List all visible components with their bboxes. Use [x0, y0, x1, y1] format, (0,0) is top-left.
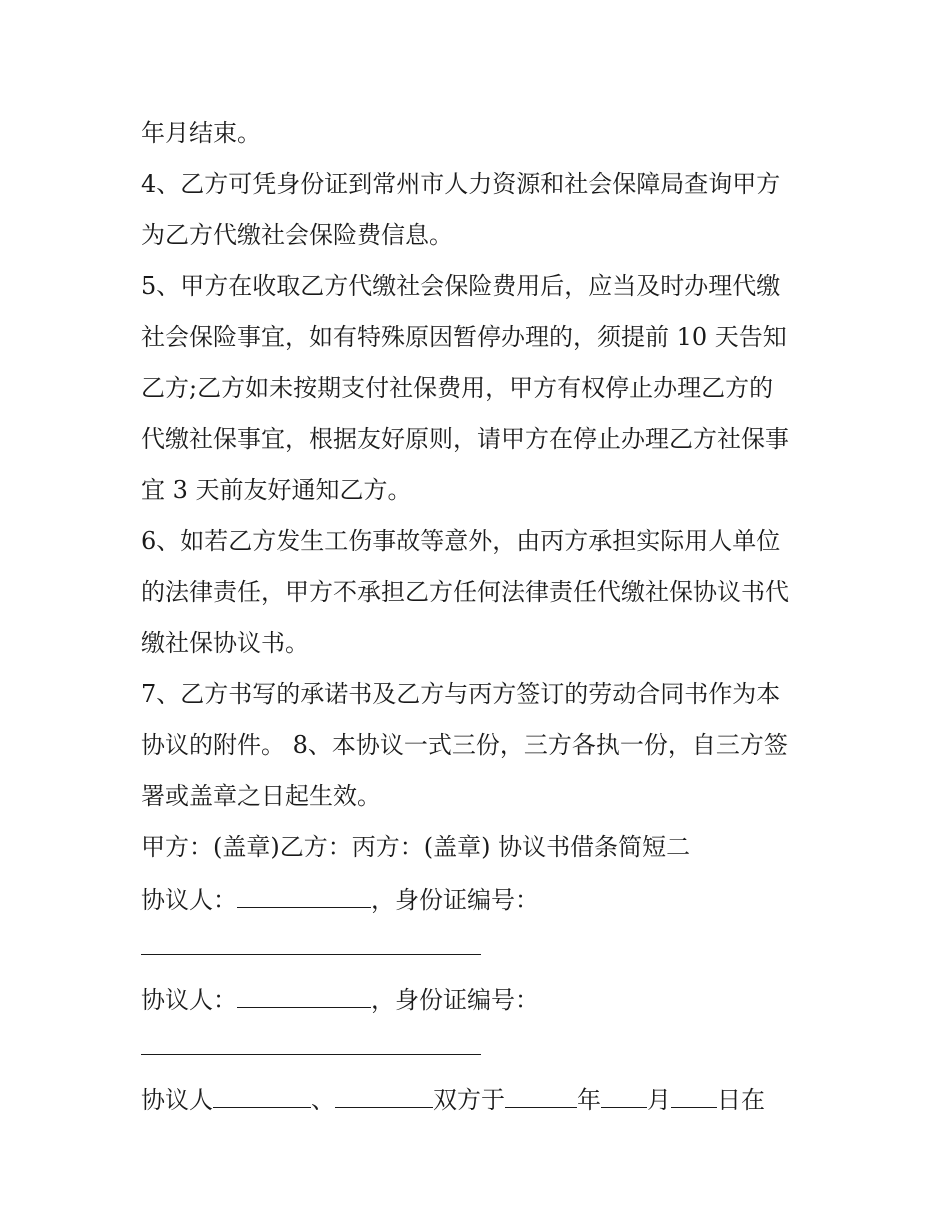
party-b-blank[interactable]	[335, 1085, 433, 1108]
text-line: 6、如若乙方发生工伤事故等意外，由丙方承担实际用人单位	[141, 527, 781, 555]
closing-both-at: 双方于	[433, 1086, 505, 1114]
party-a-blank[interactable]	[213, 1085, 311, 1108]
text-line: 协议的附件。 8、本协议一式三份，三方各执一份，自三方签	[141, 731, 788, 759]
text-line: 缴社保协议书。	[141, 629, 309, 657]
signer-1-name-blank[interactable]	[237, 885, 371, 908]
signer-2-id-blank[interactable]	[141, 1026, 481, 1055]
signer-2-name-blank[interactable]	[237, 985, 371, 1008]
signer-2-block	[141, 975, 821, 1055]
text-line: 5、甲方在收取乙方代缴社会保险费用后，应当及时办理代缴	[141, 272, 781, 300]
signer-1-label: 协议人：	[141, 886, 237, 914]
signer-2-label: 协议人：	[141, 986, 237, 1014]
closing-month: 月	[647, 1086, 671, 1114]
text-line: 为乙方代缴社会保险费信息。	[141, 221, 453, 249]
text-line: 的法律责任，甲方不承担乙方任何法律责任代缴社保协议书代	[141, 578, 789, 606]
text-line: 代缴社保事宜，根据友好原则，请甲方在停止办理乙方社保事	[141, 425, 789, 453]
text-line: 4、乙方可凭身份证到常州市人力资源和社会保障局查询甲方	[141, 170, 781, 198]
text-line: 社会保险事宜，如有特殊原因暂停办理的，须提前 10 天告知	[141, 323, 787, 351]
document-page	[141, 108, 821, 1126]
signer-2-id-label: ，身份证编号：	[371, 986, 539, 1014]
closing-line	[141, 1075, 821, 1126]
closing-day: 日在	[717, 1086, 765, 1114]
day-blank[interactable]	[671, 1085, 717, 1108]
party-signature-line: 甲方：(盖章)乙方：丙方：(盖章) 协议书借条简短二	[141, 833, 691, 861]
text-line: 宜 3 天前友好通知乙方。	[141, 476, 412, 504]
text-line: 年月结束。	[141, 119, 261, 147]
closing-prefix: 协议人	[141, 1086, 213, 1114]
text-line: 7、乙方书写的承诺书及乙方与丙方签订的劳动合同书作为本	[141, 680, 781, 708]
signer-1-id-blank[interactable]	[141, 926, 481, 955]
text-line: 署或盖章之日起生效。	[141, 782, 381, 810]
document-body	[141, 108, 821, 873]
month-blank[interactable]	[601, 1085, 647, 1108]
signer-1-id-label: ，身份证编号：	[371, 886, 539, 914]
closing-sep: 、	[311, 1086, 335, 1114]
text-line: 乙方;乙方如未按期支付社保费用，甲方有权停止办理乙方的	[141, 374, 774, 402]
closing-year: 年	[577, 1086, 601, 1114]
year-blank[interactable]	[505, 1085, 577, 1108]
signer-1-block	[141, 875, 821, 955]
